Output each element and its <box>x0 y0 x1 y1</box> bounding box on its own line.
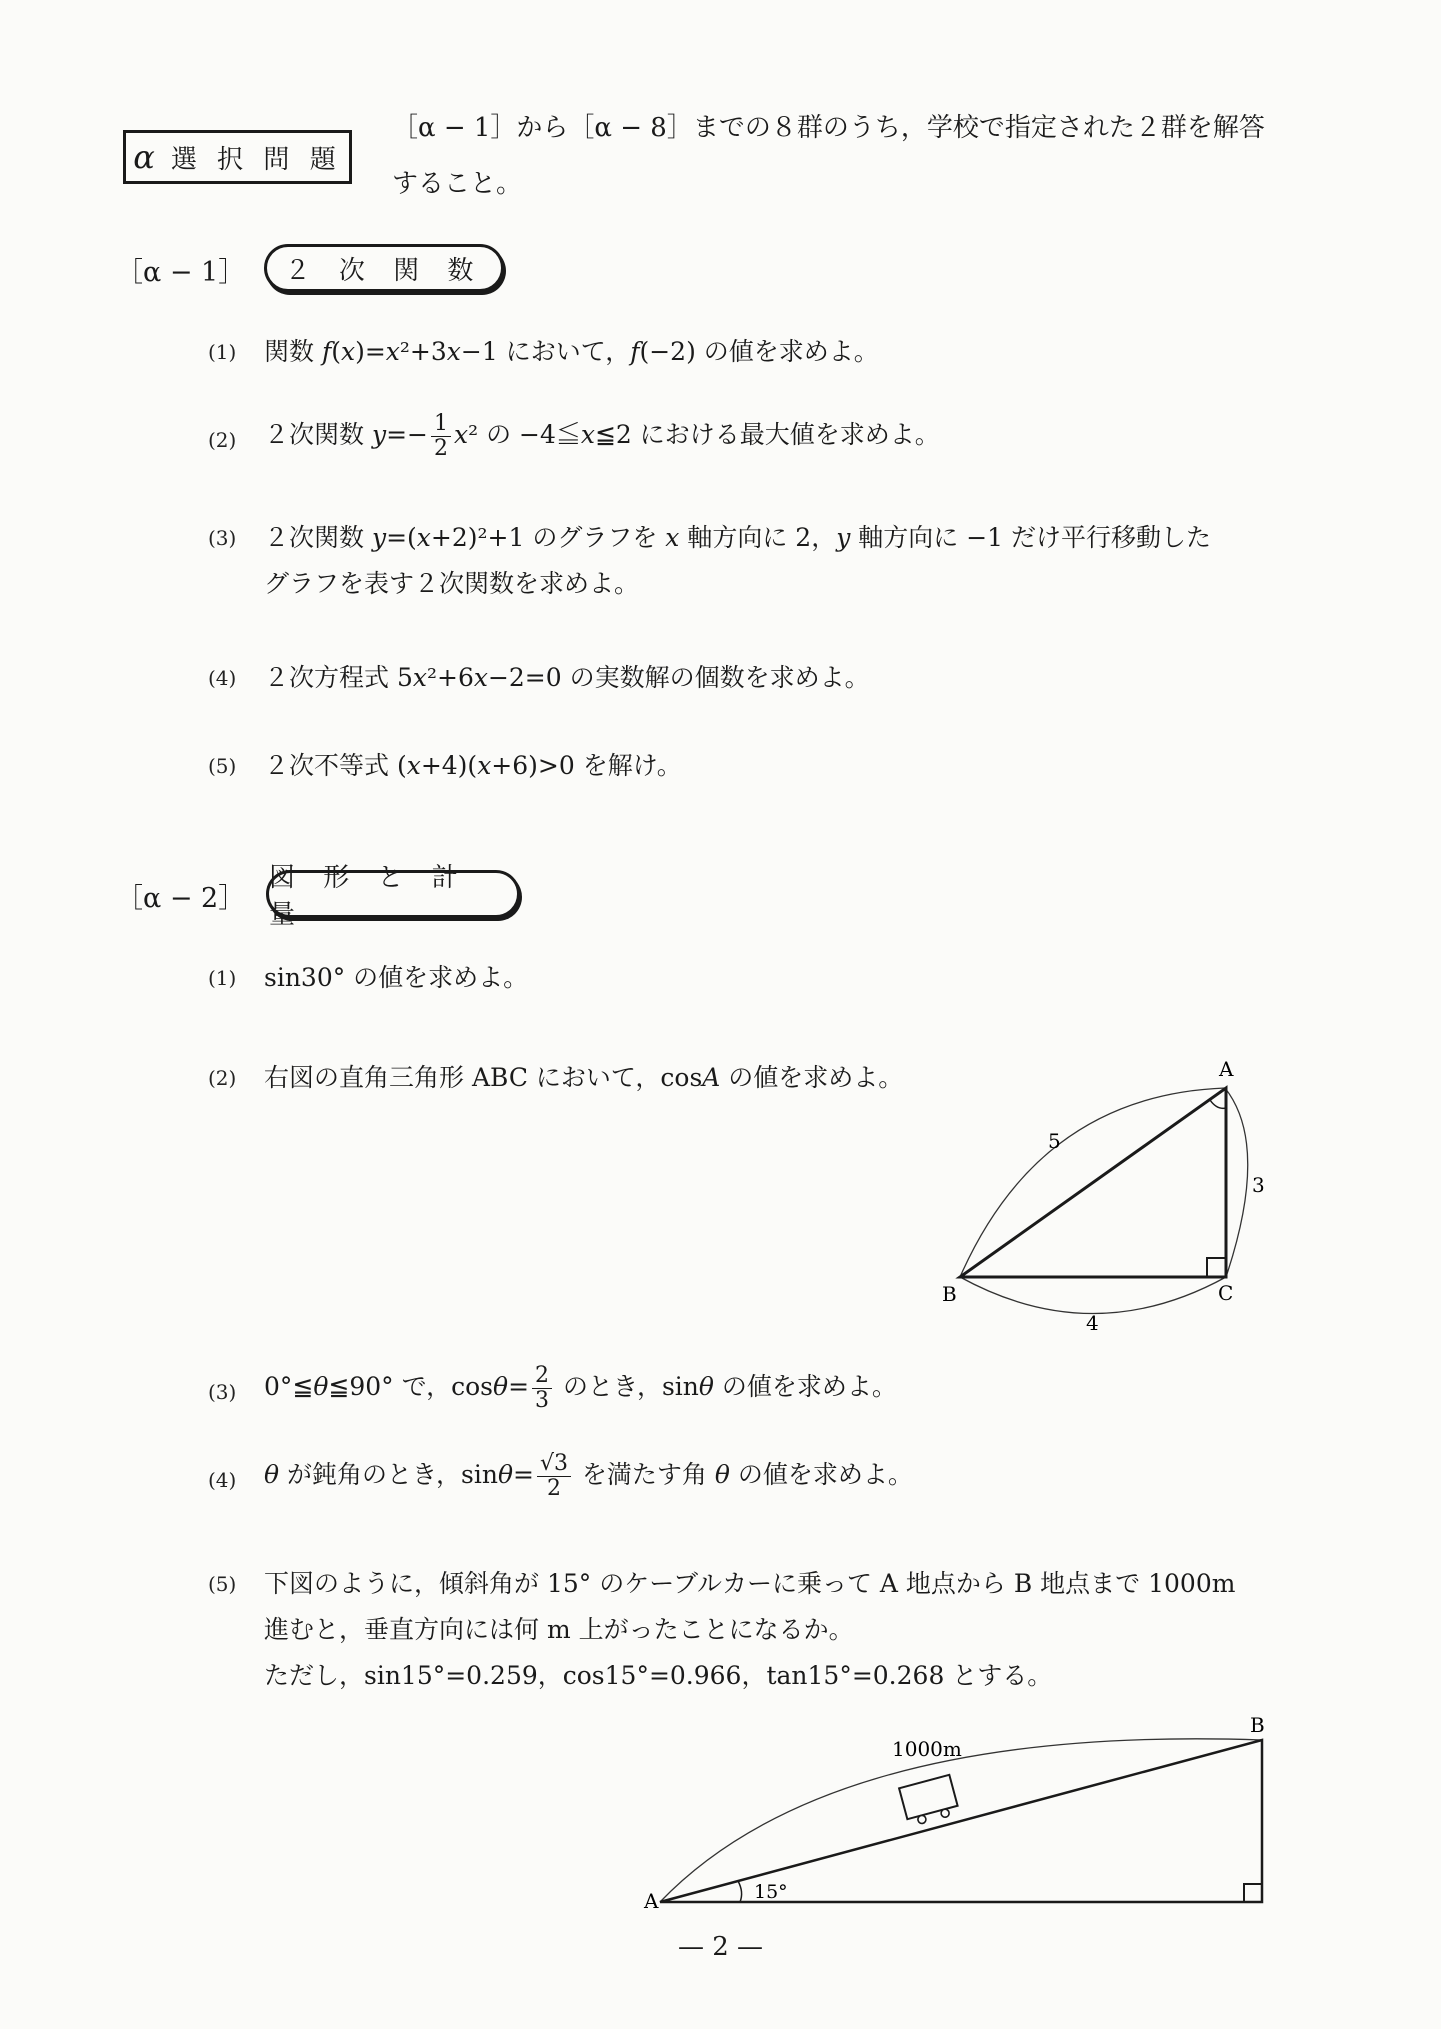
q1-4-number: (4) <box>208 666 237 690</box>
instruction-line-2: すること。 <box>392 169 523 199</box>
section-2-label: ［α − 2］ <box>116 883 246 914</box>
angle-15-mark <box>738 1881 742 1902</box>
right-angle-mark <box>1207 1258 1226 1277</box>
q1-4-text: ２次方程式 5x²+6x−2=0 の実数解の個数を求めよ。 <box>264 663 870 692</box>
q1-5-number: (5) <box>208 754 237 778</box>
right-angle-mark <box>1244 1884 1262 1902</box>
q1-1-number: (1) <box>208 340 237 364</box>
vertex-a-label: A <box>1219 1057 1234 1081</box>
section-2-title: 図 形 と 計 量 <box>266 870 520 918</box>
fraction-two-thirds: $\frac{2}{3}$ <box>532 1364 552 1413</box>
q1-5-text: ２次不等式 (x+4)(x+6)>0 を解け。 <box>264 751 682 780</box>
vertex-b-label: B <box>942 1282 957 1306</box>
alpha-symbol: α <box>133 138 161 176</box>
q2-2-text: 右図の直角三角形 ABC において，cosA の値を求めよ。 <box>264 1063 904 1092</box>
q2-4-text: θ が鈍角のとき，sinθ= $\frac{√3}{2}$ を満たす角 θ の値を求めよ。 <box>264 1451 913 1501</box>
fraction-one-half: $\frac{1}{2}$ <box>431 412 451 461</box>
q1-3-text: ２次関数 y=(x+2)²+1 のグラフを x 軸方向に 2，y 軸方向に −1 だけ平行移動した <box>264 523 1212 552</box>
q1-2-number: (2) <box>208 428 237 452</box>
selection-problem-label: 選 択 問 題 <box>170 144 342 175</box>
side-ac-label: 3 <box>1252 1173 1265 1197</box>
q2-3-number: (3) <box>208 1380 237 1404</box>
q1-2-text: ２次関数 y=− $\frac{1}{2}$ x² の −4≦x≦2 における最大値を求めよ。 <box>264 411 940 461</box>
arc-bc <box>960 1277 1226 1314</box>
fraction-root3-over-2: $\frac{√3}{2}$ <box>537 1452 571 1501</box>
triangle-abc <box>960 1088 1226 1277</box>
q2-5-line-2: 進むと，垂直方向には何 m 上がったことになるか。 <box>264 1615 854 1644</box>
q2-5-number: (5) <box>208 1572 237 1596</box>
q1-3-number: (3) <box>208 526 237 550</box>
q2-4-number: (4) <box>208 1468 237 1492</box>
instruction-line-1: ［α − 1］から［α − 8］までの８群のうち，学校で指定された２群を解答 <box>392 113 1265 143</box>
arc-ac <box>1225 1088 1248 1277</box>
q2-2-number: (2) <box>208 1066 237 1090</box>
q2-5-line-3: ただし，sin15°=0.259，cos15°=0.966，tan15°=0.268 とする。 <box>264 1661 1053 1690</box>
side-ab-label: 5 <box>1048 1129 1061 1153</box>
section-1-label: ［α − 1］ <box>116 257 246 288</box>
cable-car-figure <box>630 1700 1290 1920</box>
distance-label: 1000m <box>892 1737 962 1761</box>
cable-car-icon <box>899 1775 960 1827</box>
section-1-title: ２ 次 関 数 <box>264 244 504 292</box>
angle-label: 15° <box>754 1881 788 1903</box>
q1-3-text-line2: グラフを表す２次関数を求めよ。 <box>264 569 640 598</box>
right-triangle-figure <box>930 1050 1270 1350</box>
q1-1-text: 関数 f(x)=x²+3x−1 において，f(−2) の値を求めよ。 <box>264 337 879 366</box>
slope-triangle <box>660 1740 1262 1902</box>
q2-1-text: sin30° の値を求めよ。 <box>264 963 529 992</box>
side-bc-label: 4 <box>1086 1311 1099 1335</box>
point-b-label: B <box>1250 1713 1265 1737</box>
q2-1-number: (1) <box>208 966 237 990</box>
page-number: — 2 — <box>677 1932 764 1962</box>
q2-5-line-1: 下図のように，傾斜角が 15° のケーブルカーに乗って A 地点から B 地点まで 1000m <box>264 1569 1236 1598</box>
point-a-label: A <box>644 1889 659 1913</box>
angle-a-mark <box>1210 1100 1226 1108</box>
selection-problem-box <box>123 130 352 184</box>
q2-3-text: 0°≦θ≦90° で，cosθ= $\frac{2}{3}$ のとき，sinθ の値を求めよ。 <box>264 1363 897 1413</box>
vertex-c-label: C <box>1218 1281 1234 1305</box>
